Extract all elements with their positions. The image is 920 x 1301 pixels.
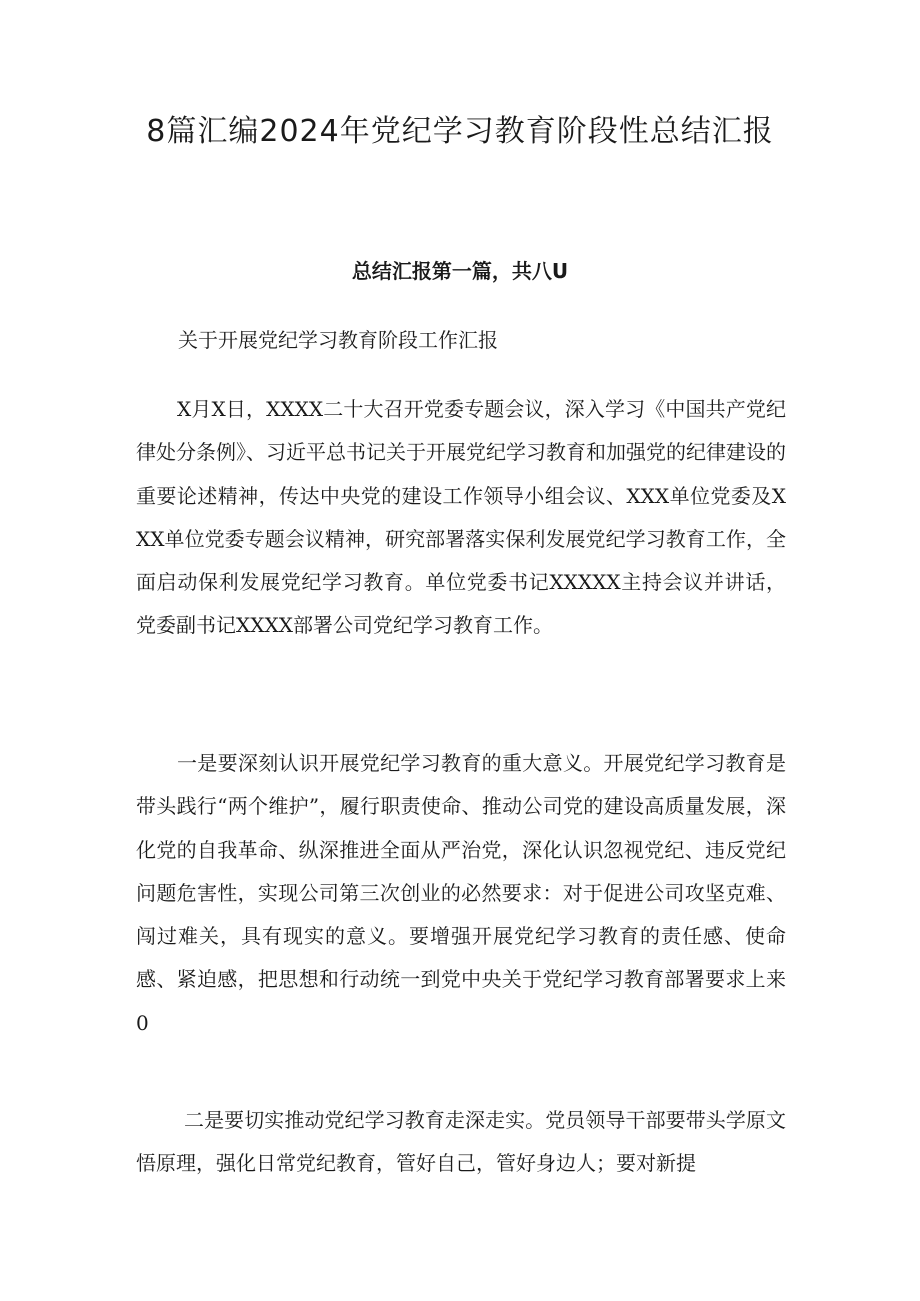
paragraph-meeting-summary: X月X日，XXXX二十大召开党委专题会议，深入学习《中国共产党纪律处分条例》、习近平总书记关于开展党纪学习教育和加强党的纪律建设的重要论述精神，传达中央党的建设工作领导小组会议、XXX单位党委及XXX单位党委专题会议精神，研究部署落实保利发展党纪学习教育工作，全面启动保利发展党纪学习教育。单位党委书记XXXXX主持会议并讲话，党委副书记XXXX部署公司党纪学习教育工作。 (136, 397, 786, 638)
document-subtitle: 关于开展党纪学习教育阶段工作汇报 (178, 328, 498, 352)
paragraph-point-two: 二是要切实推动党纪学习教育走深走实。党员领导干部要带头学原文悟原理，强化日常党纪教育，管好自己，管好身边人；要对新提 (136, 1108, 786, 1176)
section-heading: 总结汇报第一篇，共八U (351, 259, 569, 283)
paragraph-point-one: 一是要深刻认识开展党纪学习教育的重大意义。开展党纪学习教育是带头践行“两个维护”，履行职责使命、推动公司党的建设高质量发展，深化党的自我革命、纵深推进全面从严治党，深化认识忽视党纪、违反党纪问题危害性，实现公司第三次创业的必然要求：对于促进公司攻坚克难、闯过难关，具有现实的意义。要增强开展党纪学习教育的责任感、使命感、紧迫感，把思想和行动统一到党中央关于党纪学习教育部署要求上来0 (136, 751, 786, 1035)
document-title: 8篇汇编2024年党纪学习教育阶段性总结汇报 (146, 114, 774, 149)
